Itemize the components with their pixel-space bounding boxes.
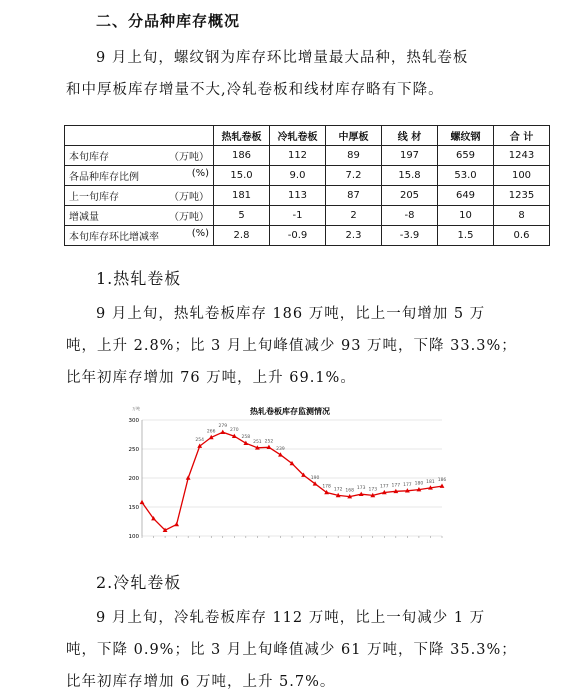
data-label: 173	[368, 487, 378, 493]
table-cell: -8	[382, 206, 438, 226]
data-label: 177	[391, 483, 401, 489]
table-cell: 2.3	[326, 226, 382, 246]
table-cell: 100	[494, 166, 550, 186]
hot-rolled-chart	[120, 398, 450, 548]
subsection-title-hot-rolled: 1.热轧卷板	[96, 269, 182, 288]
column-header: 线 材	[382, 126, 438, 146]
table-cell: 1243	[494, 146, 550, 166]
series-line	[142, 432, 442, 530]
intro-line-1: 9 月上旬，螺纹钢为库存环比增量最大品种，热轧卷板	[96, 50, 469, 66]
table-cell: 186	[214, 146, 270, 166]
row-label-text: 各品种库存比例	[69, 172, 139, 183]
subsection-title-cold-rolled: 2.冷轧卷板	[96, 573, 182, 592]
data-label: 258	[241, 435, 251, 441]
table-cell: 1235	[494, 186, 550, 206]
table-cell: 10	[438, 206, 494, 226]
column-header: 中厚板	[326, 126, 382, 146]
row-unit: （万吨）	[169, 212, 209, 223]
data-label: 173	[356, 486, 366, 492]
row-label	[65, 166, 214, 186]
data-point	[140, 500, 145, 504]
data-point	[220, 430, 225, 434]
table-cell: 8	[494, 206, 550, 226]
row-unit: (%)	[191, 168, 209, 179]
hot-rolled-line-1: 9 月上旬，热轧卷板库存 186 万吨，比上一旬增加 5 万	[96, 306, 486, 322]
table-cell: 659	[438, 146, 494, 166]
section-heading: 二、分品种库存概况	[96, 12, 241, 30]
table-row	[65, 186, 550, 206]
row-label-text: 增减量	[69, 212, 99, 223]
table-cell: 181	[214, 186, 270, 206]
data-label: 186	[437, 478, 447, 484]
table-cell: 15.8	[382, 166, 438, 186]
intro-line-2: 和中厚板库存增量不大,冷轧卷板和线材库存略有下降。	[66, 82, 444, 98]
table-cell: 53.0	[438, 166, 494, 186]
y-tick-label: 200	[128, 476, 139, 482]
table-cell: 87	[326, 186, 382, 206]
chart-title: 热轧卷板库存监测情况	[250, 407, 330, 416]
data-label: 172	[333, 487, 343, 493]
data-label: 251	[253, 439, 262, 445]
table-cell: 1.5	[438, 226, 494, 246]
data-point	[174, 522, 179, 526]
row-label	[65, 206, 214, 226]
cold-rolled-line-2: 吨，下降 0.9%；比 3 月上旬峰值减少 61 万吨，下降 35.3%；	[66, 642, 517, 658]
row-label	[65, 146, 214, 166]
table-cell: 0.6	[494, 226, 550, 246]
column-header: 热轧卷板	[214, 126, 270, 146]
data-label: 177	[380, 484, 389, 490]
table-cell: 9.0	[270, 166, 326, 186]
table-cell: 649	[438, 186, 494, 206]
header-corner	[65, 126, 214, 146]
table-cell: 2.8	[214, 226, 270, 246]
row-unit: （万吨）	[169, 152, 209, 163]
table-cell: 113	[270, 186, 326, 206]
table-cell: -3.9	[382, 226, 438, 246]
y-tick-label: 250	[128, 447, 139, 453]
data-label: 180	[414, 481, 424, 487]
data-point	[186, 475, 191, 479]
data-label: 168	[345, 488, 354, 494]
column-header: 合 计	[494, 126, 550, 146]
data-label: 252	[264, 439, 274, 445]
table-cell: 205	[382, 186, 438, 206]
data-label: 239	[276, 446, 285, 452]
data-label: 177	[403, 482, 412, 488]
cold-rolled-line-3: 比年初库存增加 6 万吨，上升 5.7%。	[66, 674, 336, 690]
table-cell: -0.9	[270, 226, 326, 246]
data-label: 279	[218, 424, 228, 430]
row-unit: （万吨）	[169, 192, 209, 203]
table-cell: 197	[382, 146, 438, 166]
table-cell: 15.0	[214, 166, 270, 186]
table-row	[65, 206, 550, 226]
cold-rolled-line-1: 9 月上旬，冷轧卷板库存 112 万吨，比上一旬减少 1 万	[96, 610, 486, 626]
data-label: 270	[230, 428, 239, 434]
row-unit: (%)	[191, 228, 209, 239]
table-cell: 2	[326, 206, 382, 226]
table-header-row	[65, 126, 550, 146]
row-label-text: 本旬库存环比增减率	[69, 232, 159, 243]
column-header: 螺纹钢	[438, 126, 494, 146]
table-cell: 7.2	[326, 166, 382, 186]
row-label-text: 本旬库存	[69, 152, 109, 163]
table-row	[65, 226, 550, 246]
data-label: 254	[195, 438, 204, 444]
hot-rolled-line-2: 吨，上升 2.8%；比 3 月上旬峰值减少 93 万吨，下降 33.3%；	[66, 338, 517, 354]
table-cell: -1	[270, 206, 326, 226]
data-label: 266	[206, 429, 216, 435]
data-label: 190	[310, 475, 320, 481]
table-cell: 89	[326, 146, 382, 166]
row-label	[65, 226, 214, 246]
y-tick-label: 300	[128, 418, 139, 424]
data-label: 181	[426, 479, 435, 485]
row-label	[65, 186, 214, 206]
table-cell: 5	[214, 206, 270, 226]
column-header: 冷轧卷板	[270, 126, 326, 146]
y-tick-label: 100	[128, 534, 139, 540]
table-row	[65, 166, 550, 186]
chart-y-unit: 万吨	[132, 406, 140, 411]
inventory-table	[64, 125, 550, 246]
table-row	[65, 146, 550, 166]
data-label: 178	[322, 484, 331, 490]
hot-rolled-line-3: 比年初库存增加 76 万吨，上升 69.1%。	[66, 370, 356, 386]
table-cell: 112	[270, 146, 326, 166]
y-tick-label: 150	[128, 505, 139, 511]
row-label-text: 上一旬库存	[69, 192, 119, 203]
